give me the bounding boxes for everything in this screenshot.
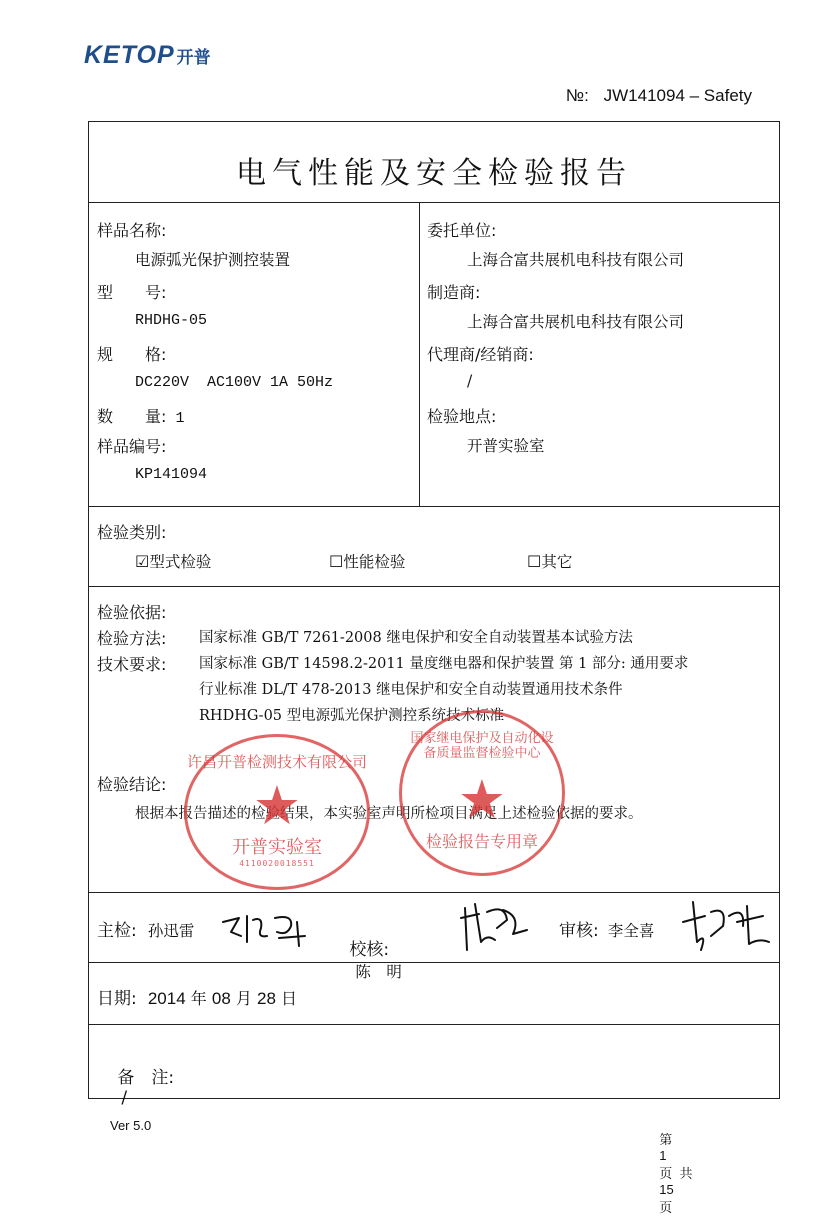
- page-suffix: 页: [659, 1200, 673, 1215]
- review-label: 校核:: [349, 940, 390, 960]
- tech-line-1: 国家标准 GB/T 14598.2-2011 量度继电器和保护装置 第 1 部分: 通用要求: [199, 656, 689, 672]
- audit-name: 李全喜: [607, 922, 655, 940]
- agent-value: /: [467, 372, 473, 390]
- model-label: 型 号:: [97, 283, 167, 302]
- reviewer: [329, 916, 402, 1001]
- logo-text: KETOP: [84, 40, 175, 69]
- sample-no-value: KP141094: [135, 466, 208, 483]
- client-label: 委托单位:: [427, 221, 497, 240]
- reviewer-signature: [457, 894, 537, 956]
- auditor-signature: [677, 892, 777, 954]
- lab-stamp-number: 4110020018551: [239, 859, 315, 868]
- divider-vertical: [419, 202, 420, 506]
- conclusion-label: 检验结论:: [97, 775, 167, 794]
- divider-info: [89, 506, 779, 507]
- manufacturer-value: 上海合富共展机电科技有限公司: [467, 313, 685, 331]
- page-number: 1: [659, 1148, 667, 1163]
- divider-title: [89, 202, 779, 203]
- method-value: 国家标准 GB/T 7261-2008 继电保护和安全自动装置基本试验方法: [199, 630, 633, 646]
- date-year-unit: 年: [190, 989, 207, 1008]
- category-option-2: [329, 550, 405, 572]
- page-title: 电气性能及安全检验报告: [236, 156, 632, 191]
- quantity-row: [97, 404, 185, 427]
- spec-label: 规 格:: [97, 345, 167, 364]
- date-month: 08: [211, 989, 231, 1008]
- location-value: 开普实验室: [467, 437, 545, 455]
- category-option-2-label: 性能检验: [343, 553, 406, 571]
- audit-label: 审核:: [559, 921, 599, 941]
- star-icon: ★: [457, 768, 507, 831]
- category-option-1: [135, 550, 211, 572]
- manufacturer-label: 制造商:: [427, 283, 481, 302]
- client-value: 上海合富共展机电科技有限公司: [467, 251, 685, 269]
- page-prefix: 第: [659, 1132, 673, 1147]
- date-row: [97, 984, 297, 1009]
- category-option-3-label: 其它: [541, 553, 573, 571]
- date-day-unit: 日: [281, 989, 298, 1008]
- report-number: [566, 86, 752, 106]
- method-label: 检验方法:: [97, 629, 167, 648]
- report-number-label: №:: [565, 86, 589, 105]
- chief-name: 孙迅雷: [147, 922, 195, 940]
- center-stamp-center-text: 检验报告专用章: [425, 832, 538, 851]
- auditor: [559, 916, 654, 941]
- date-year: 2014: [147, 989, 186, 1008]
- spec-value: DC220V AC100V 1A 50Hz: [135, 374, 334, 391]
- date-day: 28: [256, 989, 276, 1008]
- chief-label: 主检:: [97, 921, 137, 941]
- model-value: RHDHG-05: [135, 312, 208, 329]
- report-number-value: JW141094 – Safety: [603, 86, 752, 105]
- logo-cn-text: 开普: [176, 47, 211, 68]
- remarks-label: 备 注:: [117, 1068, 175, 1088]
- category-option-3: [527, 550, 572, 572]
- star-icon: ★: [252, 774, 302, 837]
- checkbox-checked-icon: ☑: [135, 552, 150, 571]
- chief-signature: [217, 902, 317, 952]
- center-stamp-ring-text: 国家继电保护及自动化设备质量监督检验中心: [410, 731, 554, 761]
- quantity-value: 1: [175, 410, 185, 427]
- date-month-unit: 月: [235, 989, 252, 1008]
- location-label: 检验地点:: [427, 407, 497, 426]
- date-label: 日期:: [97, 989, 137, 1009]
- checkbox-unchecked-icon: ☐: [527, 552, 542, 571]
- basis-label: 检验依据:: [97, 603, 167, 622]
- sample-no-label: 样品编号:: [97, 437, 167, 456]
- checkbox-unchecked-icon: ☐: [329, 552, 344, 571]
- report-form: [88, 121, 780, 1108]
- divider-date: [89, 1024, 779, 1025]
- agent-label: 代理商/经销商:: [427, 345, 534, 364]
- category-option-1-label: 型式检验: [149, 553, 212, 571]
- remarks-value: /: [121, 1088, 128, 1108]
- tech-line-3: RHDHG-05 型电源弧光保护测控系统技术标准: [199, 708, 505, 724]
- page-mid: 页 共: [659, 1166, 693, 1181]
- version-text: Ver 5.0: [110, 1118, 152, 1133]
- page-indicator: [652, 1114, 692, 1216]
- tech-line-2: 行业标准 DL/T 478-2013 继电保护和安全自动装置通用技术条件: [199, 682, 623, 698]
- divider-signers: [89, 962, 779, 963]
- divider-category: [89, 586, 779, 587]
- review-name: 陈 明: [355, 963, 402, 981]
- conclusion-text: 根据本报告描述的检验结果，本实验室声明所检项目满足上述检验依据的要求。: [135, 806, 643, 822]
- divider-conclusion: [89, 892, 779, 893]
- quantity-label: 数 量:: [97, 407, 167, 426]
- category-label: 检验类别:: [97, 523, 167, 542]
- sample-name-value: 电源弧光保护测控装置: [135, 251, 291, 269]
- tech-label: 技术要求:: [97, 655, 167, 674]
- sample-name-label: 样品名称:: [97, 221, 167, 240]
- remarks-row: [97, 1044, 174, 1127]
- company-logo: [84, 40, 211, 70]
- lab-stamp-center-text: 开普实验室: [232, 837, 322, 858]
- lab-stamp-ring-text: 许昌开普检测技术有限公司: [187, 753, 368, 771]
- chief-inspector: [97, 916, 194, 941]
- page-total: 15: [659, 1182, 674, 1197]
- lab-stamp: [184, 734, 370, 890]
- center-stamp: [399, 710, 565, 876]
